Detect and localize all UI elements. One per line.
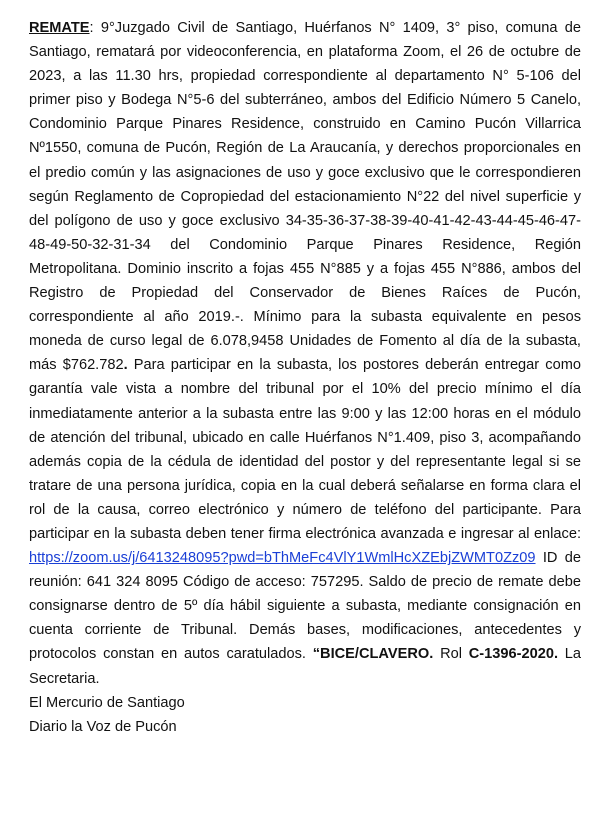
zoom-meeting-link[interactable]: https://zoom.us/j/6413248095?pwd=bThMeFc4VlY1WmlHcXZEbjZWMT0Zz09 xyxy=(29,550,536,567)
notice-intro: : 9°Juzgado Civil de Santiago, Huérfanos N° 1409, 3° piso, comuna de Santiago, rematará por videoconferencia, en plataforma Zoom, el 26 de octubre de 2023, a las 11.30 hrs, propiedad correspondiente al departamento N° 5-106 del primer piso y Bodega N°5-6 del subterráneo, ambos del Edificio Número 5 Canelo, Condominio Parque Pinares Residence, construido en Camino Pucón Villarrica Nº1550, comuna de Pucón, Región de La Araucanía, y derechos proporcionales en el predio común y las asignaciones de uso y goce exclusivo que le correspondieren según Reglamento de Copropiedad del estacionamiento N°22 del nivel superficie y del polígono de uso y goce exclusivo 34-35-36-37-38-39-40-41-42-43-44-45-46-47-48-49-50-32-31-34 del Condominio Parque Pinares Residence, Región Metropolitana. Dominio inscrito a fojas 455 N°885 y a fojas 455 N°886, ambos del Registro de Propiedad del Conservador de Bienes Raíces de Pucón, correspondiente al año 2019.-. Mínimo para la subasta equivalente en pesos moneda de curso legal de 6.078,9458 Unidades de Fomento al día de la subasta, más $762.782 xyxy=(29,20,581,374)
notice-after-link: ID de reunión: 641 324 8095 Código de acceso: 757295. Saldo de precio de remate debe consignarse dentro de 5º día hábil siguiente a subasta, mediante consignación en cuenta corriente de Tribunal. Demás bases, modificaciones, antecedentes y protocolos constan en autos caratulados. xyxy=(29,550,581,663)
publication-mercurio: El Mercurio de Santiago xyxy=(29,694,185,711)
case-name: “BICE/CLAVERO. xyxy=(312,646,434,663)
notice-closing: La Secretaria. xyxy=(29,646,582,687)
notice-paragraph xyxy=(29,16,581,691)
notice-title: REMATE xyxy=(29,20,90,36)
rol-label: Rol xyxy=(433,646,469,663)
publication-voz-pucon: Diario la Voz de Pucón xyxy=(29,718,177,735)
auction-notice xyxy=(29,16,581,739)
rol-number: C-1396-2020. xyxy=(468,646,558,663)
notice-body: Para participar en la subasta, los postores deberán entregar como garantía vale vista a nombre del tribunal por el 10% del precio mínimo el día inmediatamente anterior a la subasta entre las 9:00 y las 12:00 horas en el módulo de atención del tribunal, ubicado en calle Huérfanos N°1.409, piso 3, acompañando además copia de la cédula de identidad del postor y del representante legal si se tratare de una persona jurídica, copia en la cual deberá señalarse en forma clara el rol de la causa, correo electrónico y número de teléfono del participante. Para participar en la subasta deben tener firma electrónica avanzada e ingresar al enlace: xyxy=(29,357,581,542)
notice-intro-period: . xyxy=(123,357,128,374)
